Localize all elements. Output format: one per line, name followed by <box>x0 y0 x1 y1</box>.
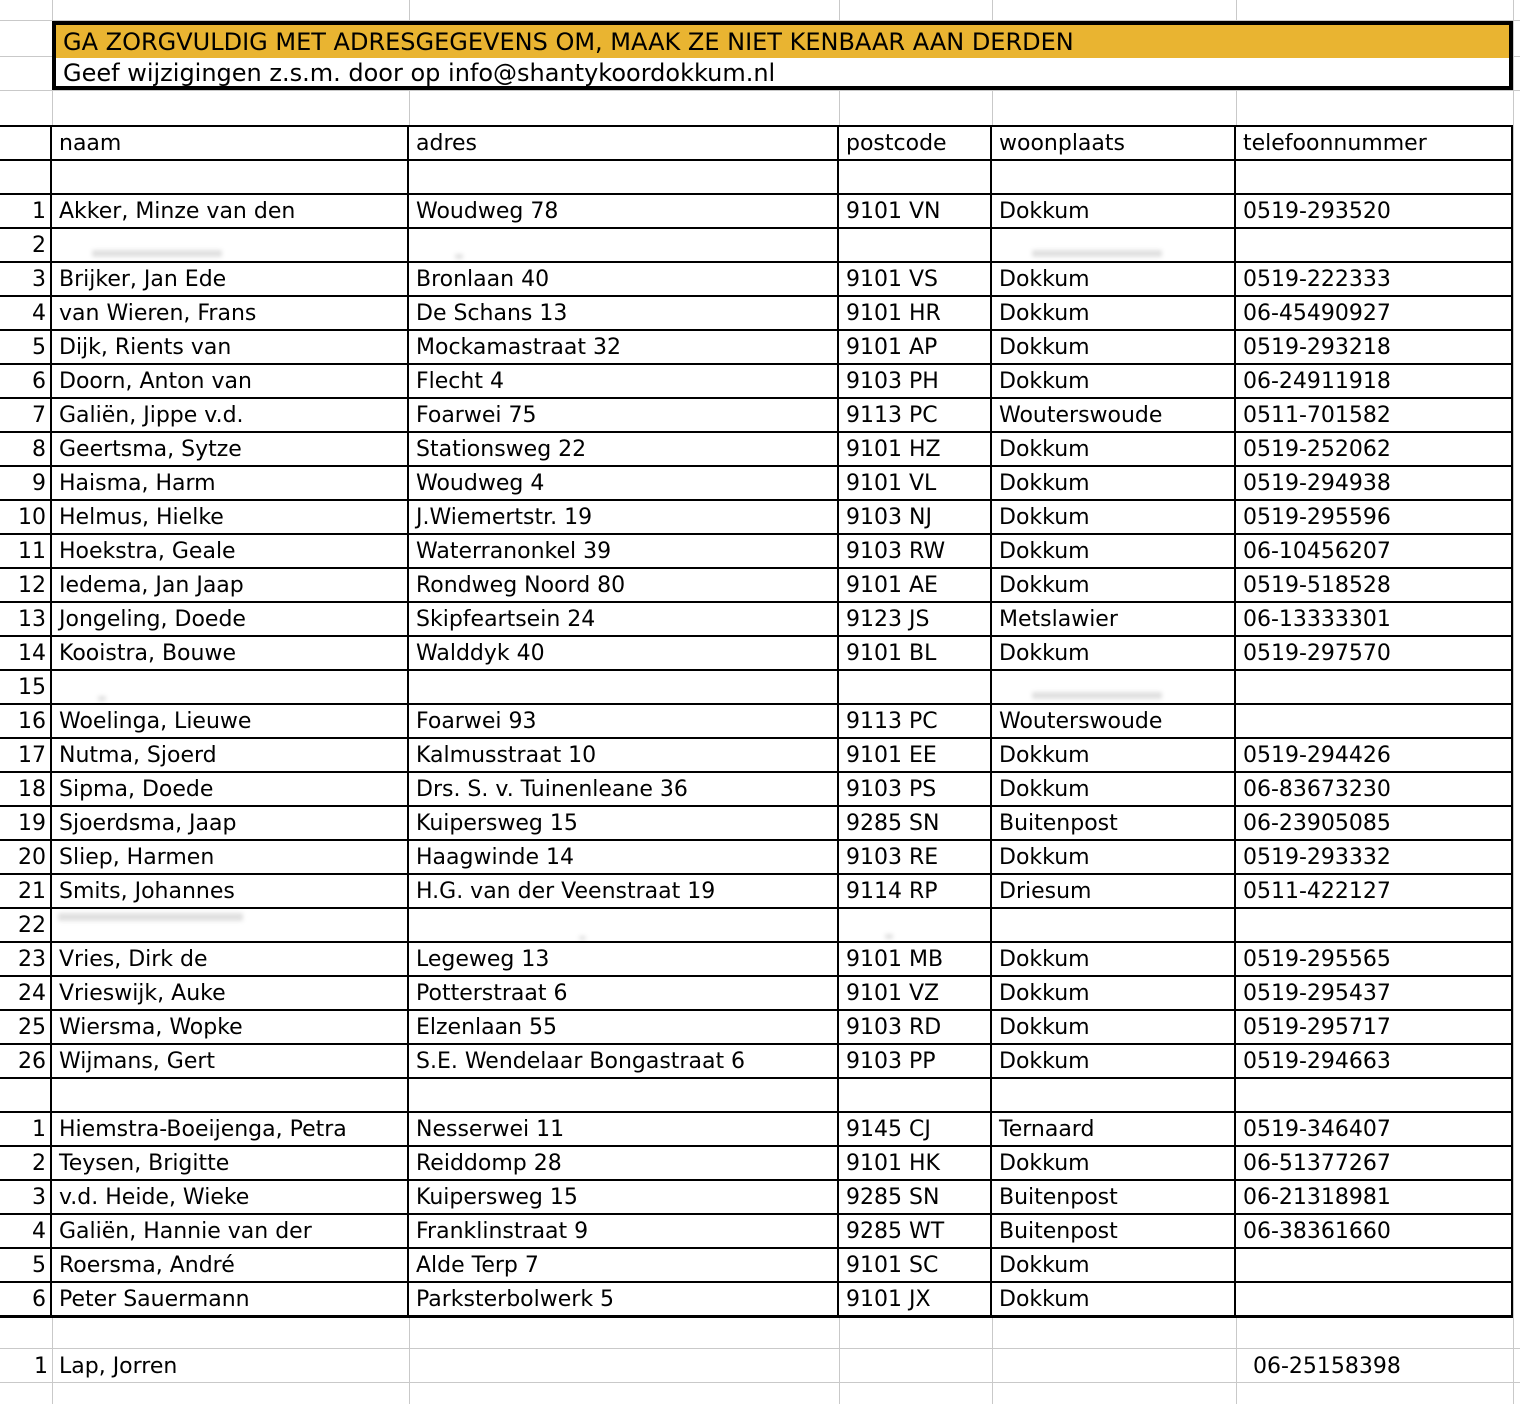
cell-adres[interactable]: Woudweg 4 <box>409 467 839 499</box>
cell-naam[interactable] <box>52 161 409 193</box>
cell-num[interactable]: 7 <box>0 399 52 431</box>
cell-num[interactable]: 21 <box>0 875 52 907</box>
cell-woonplaats[interactable] <box>992 1079 1236 1111</box>
cell-naam[interactable] <box>52 229 409 261</box>
cell-woonplaats[interactable]: Wouterswoude <box>992 705 1236 737</box>
cell-adres[interactable]: Foarwei 75 <box>409 399 839 431</box>
cell-postcode[interactable]: 9101 HK <box>839 1147 992 1179</box>
member-row <box>0 433 1513 467</box>
cell-num[interactable]: 10 <box>0 501 52 533</box>
cell-tel[interactable]: 0519-294938 <box>1236 467 1513 499</box>
cell-adres[interactable]: Kalmusstraat 10 <box>409 739 839 771</box>
extra-row-area <box>0 1349 1513 1383</box>
cell-tel[interactable]: 06-25158398 <box>1253 1353 1401 1379</box>
cell-naam[interactable]: Sipma, Doede <box>52 773 409 805</box>
member-row <box>0 263 1513 297</box>
member-row <box>0 875 1513 909</box>
member-row <box>0 229 1513 263</box>
cell-naam[interactable]: Haisma, Harm <box>52 467 409 499</box>
header-cell-tel[interactable]: telefoonnummer <box>1236 127 1513 159</box>
cell-adres[interactable]: Bronlaan 40 <box>409 263 839 295</box>
member-row <box>0 807 1513 841</box>
cell-tel[interactable]: 06-83673230 <box>1236 773 1513 805</box>
cell-naam[interactable]: v.d. Heide, Wieke <box>52 1181 409 1213</box>
cell-naam[interactable]: Kooistra, Bouwe <box>52 637 409 669</box>
cell-postcode[interactable]: 9101 AE <box>839 569 992 601</box>
cell-adres[interactable]: Stationsweg 22 <box>409 433 839 465</box>
cell-tel[interactable]: 0519-297570 <box>1236 637 1513 669</box>
cell-woonplaats[interactable]: Dokkum <box>992 365 1236 397</box>
member-row <box>0 603 1513 637</box>
cell-tel[interactable]: 0519-346407 <box>1236 1113 1513 1145</box>
cell-adres[interactable]: Woudweg 78 <box>409 195 839 227</box>
cell-tel[interactable]: 0519-294663 <box>1236 1045 1513 1077</box>
cell-tel[interactable] <box>1236 705 1513 737</box>
cell-tel[interactable]: 0519-252062 <box>1236 433 1513 465</box>
cell-naam[interactable]: Wiersma, Wopke <box>52 1011 409 1043</box>
cell-tel[interactable]: 06-24911918 <box>1236 365 1513 397</box>
redacted-smudge <box>455 254 463 259</box>
cell-postcode[interactable]: 9113 PC <box>839 705 992 737</box>
cell-adres[interactable]: Skipfeartsein 24 <box>409 603 839 635</box>
cell-num[interactable]: 1 <box>0 195 52 227</box>
notice-contact-text: Geef wijzigingen z.s.m. door op info@shantykoordokkum.nl <box>56 58 1509 86</box>
cell-num[interactable]: 18 <box>0 773 52 805</box>
cell-adres[interactable] <box>409 161 839 193</box>
cell-tel[interactable]: 0519-518528 <box>1236 569 1513 601</box>
member-row <box>0 297 1513 331</box>
cell-num[interactable]: 11 <box>0 535 52 567</box>
cell-tel[interactable]: 06-13333301 <box>1236 603 1513 635</box>
cell-woonplaats[interactable]: Dokkum <box>992 1011 1236 1043</box>
member-row <box>0 331 1513 365</box>
cell-num[interactable] <box>0 161 52 193</box>
cell-num[interactable]: 19 <box>0 807 52 839</box>
cell-woonplaats[interactable]: Metslawier <box>992 603 1236 635</box>
cell-postcode[interactable] <box>839 229 992 261</box>
cell-woonplaats[interactable] <box>992 229 1236 261</box>
cell-naam[interactable]: Jongeling, Doede <box>52 603 409 635</box>
cell-naam[interactable]: Wijmans, Gert <box>52 1045 409 1077</box>
cell-postcode[interactable]: 9103 PS <box>839 773 992 805</box>
member-row <box>0 1045 1513 1079</box>
cell-postcode[interactable]: 9114 RP <box>839 875 992 907</box>
cell-postcode[interactable]: 9285 SN <box>839 1181 992 1213</box>
cell-adres[interactable]: Walddyk 40 <box>409 637 839 669</box>
cell-adres[interactable]: H.G. van der Veenstraat 19 <box>409 875 839 907</box>
cell-postcode[interactable] <box>839 1349 992 1383</box>
spacer-row <box>0 161 1513 195</box>
cell-num[interactable]: 5 <box>0 1249 52 1281</box>
cell-naam[interactable]: Nutma, Sjoerd <box>52 739 409 771</box>
cell-num[interactable]: 14 <box>0 637 52 669</box>
cell-num[interactable]: 13 <box>0 603 52 635</box>
cell-tel[interactable]: 0519-293218 <box>1236 331 1513 363</box>
member-row <box>0 195 1513 229</box>
cell-woonplaats[interactable]: Buitenpost <box>992 807 1236 839</box>
address-table <box>0 125 1513 1318</box>
cell-adres[interactable]: Haagwinde 14 <box>409 841 839 873</box>
redacted-smudge <box>1032 250 1162 257</box>
cell-woonplaats[interactable]: Dokkum <box>992 467 1236 499</box>
cell-num[interactable]: 6 <box>0 1283 52 1315</box>
cell-tel[interactable]: 0519-293332 <box>1236 841 1513 873</box>
cell-adres[interactable]: Alde Terp 7 <box>409 1249 839 1281</box>
member-row <box>0 705 1513 739</box>
header-cell-naam[interactable]: naam <box>52 127 409 159</box>
cell-woonplaats[interactable]: Dokkum <box>992 1249 1236 1281</box>
cell-woonplaats[interactable]: Dokkum <box>992 433 1236 465</box>
redacted-smudge <box>579 936 586 940</box>
cell-naam[interactable]: Vries, Dirk de <box>52 943 409 975</box>
cell-num[interactable]: 12 <box>0 569 52 601</box>
cell-woonplaats[interactable]: Wouterswoude <box>992 399 1236 431</box>
cell-naam[interactable]: Galiën, Jippe v.d. <box>52 399 409 431</box>
cell-adres[interactable] <box>409 1079 839 1111</box>
cell-postcode[interactable]: 9103 RE <box>839 841 992 873</box>
cell-postcode[interactable]: 9101 VS <box>839 263 992 295</box>
cell-naam[interactable]: Brijker, Jan Ede <box>52 263 409 295</box>
notice-warning-text: GA ZORGVULDIG MET ADRESGEGEVENS OM, MAAK ZE NIET KENBAAR AAN DERDEN <box>56 25 1509 58</box>
cell-postcode[interactable] <box>839 909 992 941</box>
notice-box <box>52 21 1513 90</box>
cell-woonplaats[interactable]: Buitenpost <box>992 1181 1236 1213</box>
cell-adres[interactable]: De Schans 13 <box>409 297 839 329</box>
cell-adres[interactable]: Flecht 4 <box>409 365 839 397</box>
cell-naam[interactable]: Geertsma, Sytze <box>52 433 409 465</box>
member-row <box>0 1011 1513 1045</box>
member-row <box>0 535 1513 569</box>
cell-woonplaats[interactable]: Dokkum <box>992 739 1236 771</box>
cell-naam[interactable]: Iedema, Jan Jaap <box>52 569 409 601</box>
cell-naam[interactable]: Teysen, Brigitte <box>52 1147 409 1179</box>
cell-adres[interactable]: J.Wiemertstr. 19 <box>409 501 839 533</box>
cell-woonplaats[interactable]: Dokkum <box>992 943 1236 975</box>
header-cell-adres[interactable]: adres <box>409 127 839 159</box>
extra-row <box>0 1349 1513 1383</box>
cell-postcode[interactable]: 9123 JS <box>839 603 992 635</box>
member-row <box>0 501 1513 535</box>
guest-row <box>0 1147 1513 1181</box>
cell-postcode[interactable]: 9101 JX <box>839 1283 992 1315</box>
cell-tel[interactable]: 06-10456207 <box>1236 535 1513 567</box>
cell-adres[interactable]: Franklinstraat 9 <box>409 1215 839 1247</box>
cell-num[interactable]: 3 <box>0 263 52 295</box>
cell-adres[interactable]: Foarwei 93 <box>409 705 839 737</box>
cell-woonplaats[interactable] <box>992 1349 1236 1383</box>
cell-naam[interactable]: Helmus, Hielke <box>52 501 409 533</box>
cell-postcode[interactable]: 9103 NJ <box>839 501 992 533</box>
cell-postcode[interactable] <box>839 161 992 193</box>
cell-postcode[interactable]: 9101 EE <box>839 739 992 771</box>
cell-adres[interactable]: Nesserwei 11 <box>409 1113 839 1145</box>
cell-naam[interactable]: Hoekstra, Geale <box>52 535 409 567</box>
cell-num[interactable]: 2 <box>0 1147 52 1179</box>
cell-naam[interactable]: Galiën, Hannie van der <box>52 1215 409 1247</box>
cell-tel[interactable] <box>1236 161 1513 193</box>
cell-tel[interactable] <box>1236 229 1513 261</box>
cell-tel[interactable]: 0519-295717 <box>1236 1011 1513 1043</box>
cell-naam[interactable]: Hiemstra-Boeijenga, Petra <box>52 1113 409 1145</box>
cell-num[interactable]: 4 <box>0 1215 52 1247</box>
header-cell-postcode[interactable]: postcode <box>839 127 992 159</box>
cell-woonplaats[interactable]: Dokkum <box>992 773 1236 805</box>
cell-naam[interactable] <box>52 671 409 703</box>
guest-row <box>0 1283 1513 1318</box>
cell-tel[interactable] <box>1236 909 1513 941</box>
cell-tel[interactable]: 0519-222333 <box>1236 263 1513 295</box>
header-row <box>0 127 1513 161</box>
cell-adres[interactable]: Kuipersweg 15 <box>409 1181 839 1213</box>
cell-naam[interactable]: Roersma, André <box>52 1249 409 1281</box>
cell-postcode[interactable]: 9113 PC <box>839 399 992 431</box>
member-row <box>0 365 1513 399</box>
cell-adres[interactable]: Waterranonkel 39 <box>409 535 839 567</box>
cell-adres[interactable]: S.E. Wendelaar Bongastraat 6 <box>409 1045 839 1077</box>
cell-postcode[interactable]: 9103 RW <box>839 535 992 567</box>
cell-naam[interactable]: Peter Sauermann <box>52 1283 409 1315</box>
guest-row <box>0 1113 1513 1147</box>
cell-tel[interactable]: 0519-295596 <box>1236 501 1513 533</box>
member-row <box>0 739 1513 773</box>
guest-row <box>0 1215 1513 1249</box>
cell-tel[interactable]: 06-51377267 <box>1236 1147 1513 1179</box>
redacted-smudge <box>1032 692 1162 699</box>
cell-naam[interactable]: Sjoerdsma, Jaap <box>52 807 409 839</box>
cell-postcode[interactable] <box>839 1079 992 1111</box>
cell-woonplaats[interactable]: Driesum <box>992 875 1236 907</box>
cell-postcode[interactable]: 9101 VN <box>839 195 992 227</box>
cell-tel[interactable] <box>1236 671 1513 703</box>
cell-tel[interactable] <box>1236 1249 1513 1281</box>
cell-postcode[interactable]: 9101 MB <box>839 943 992 975</box>
cell-adres[interactable] <box>409 1349 839 1383</box>
cell-num[interactable]: 17 <box>0 739 52 771</box>
cell-num[interactable]: 2 <box>0 229 52 261</box>
cell-num[interactable]: 4 <box>0 297 52 329</box>
cell-postcode[interactable]: 9285 SN <box>839 807 992 839</box>
guest-row <box>0 1181 1513 1215</box>
cell-tel[interactable]: 0519-295437 <box>1236 977 1513 1009</box>
cell-num[interactable]: 26 <box>0 1045 52 1077</box>
cell-postcode[interactable]: 9101 AP <box>839 331 992 363</box>
cell-naam[interactable]: Woelinga, Lieuwe <box>52 705 409 737</box>
cell-naam[interactable]: Smits, Johannes <box>52 875 409 907</box>
cell-naam[interactable]: Akker, Minze van den <box>52 195 409 227</box>
redacted-smudge <box>92 250 222 257</box>
cell-woonplaats[interactable]: Dokkum <box>992 263 1236 295</box>
cell-num[interactable]: 23 <box>0 943 52 975</box>
cell-adres[interactable] <box>409 909 839 941</box>
cell-postcode[interactable]: 9145 CJ <box>839 1113 992 1145</box>
cell-naam[interactable] <box>52 1079 409 1111</box>
cell-naam[interactable]: Dijk, Rients van <box>52 331 409 363</box>
cell-woonplaats[interactable]: Dokkum <box>992 1147 1236 1179</box>
member-row <box>0 569 1513 603</box>
cell-tel[interactable]: 0519-293520 <box>1236 195 1513 227</box>
guest-row <box>0 1249 1513 1283</box>
cell-tel[interactable]: 0511-422127 <box>1236 875 1513 907</box>
cell-adres[interactable] <box>409 229 839 261</box>
header-cell-woonplaats[interactable]: woonplaats <box>992 127 1236 159</box>
redacted-smudge <box>885 934 893 939</box>
cell-num[interactable] <box>0 1079 52 1111</box>
member-row <box>0 841 1513 875</box>
cell-adres[interactable]: Drs. S. v. Tuinenleane 36 <box>409 773 839 805</box>
cell-tel[interactable]: 06-45490927 <box>1236 297 1513 329</box>
cell-tel[interactable]: 0519-295565 <box>1236 943 1513 975</box>
cell-num[interactable]: 20 <box>0 841 52 873</box>
cell-postcode[interactable]: 9101 BL <box>839 637 992 669</box>
cell-adres[interactable] <box>409 671 839 703</box>
cell-adres[interactable]: Reiddomp 28 <box>409 1147 839 1179</box>
cell-woonplaats[interactable] <box>992 671 1236 703</box>
cell-tel[interactable]: 0511-701582 <box>1236 399 1513 431</box>
cell-woonplaats[interactable]: Dokkum <box>992 1045 1236 1077</box>
cell-tel[interactable]: 06-23905085 <box>1236 807 1513 839</box>
member-row <box>0 467 1513 501</box>
cell-naam[interactable]: Doorn, Anton van <box>52 365 409 397</box>
cell-adres[interactable]: Potterstraat 6 <box>409 977 839 1009</box>
member-row <box>0 909 1513 943</box>
cell-woonplaats[interactable]: Dokkum <box>992 569 1236 601</box>
cell-adres[interactable]: Rondweg Noord 80 <box>409 569 839 601</box>
cell-postcode[interactable]: 9103 RD <box>839 1011 992 1043</box>
cell-woonplaats[interactable]: Dokkum <box>992 195 1236 227</box>
cell-num[interactable]: 1 <box>34 1353 48 1379</box>
member-row <box>0 399 1513 433</box>
spacer-row <box>0 1079 1513 1113</box>
cell-postcode[interactable]: 9103 PH <box>839 365 992 397</box>
cell-tel[interactable] <box>1236 1283 1513 1315</box>
cell-woonplaats[interactable]: Dokkum <box>992 331 1236 363</box>
cell-num[interactable]: 6 <box>0 365 52 397</box>
cell-woonplaats[interactable]: Dokkum <box>992 841 1236 873</box>
cell-num[interactable]: 24 <box>0 977 52 1009</box>
cell-num[interactable]: 9 <box>0 467 52 499</box>
cell-adres[interactable]: Parksterbolwerk 5 <box>409 1283 839 1315</box>
cell-postcode[interactable]: 9285 WT <box>839 1215 992 1247</box>
cell-num[interactable]: 25 <box>0 1011 52 1043</box>
cell-naam[interactable]: Sliep, Harmen <box>52 841 409 873</box>
cell-num[interactable]: 3 <box>0 1181 52 1213</box>
cell-woonplaats[interactable]: Buitenpost <box>992 1215 1236 1247</box>
cell-postcode[interactable]: 9101 HR <box>839 297 992 329</box>
cell-woonplaats[interactable]: Dokkum <box>992 1283 1236 1315</box>
cell-tel[interactable]: 0519-294426 <box>1236 739 1513 771</box>
cell-postcode[interactable]: 9101 VL <box>839 467 992 499</box>
cell-num[interactable]: 1 <box>0 1113 52 1145</box>
member-row <box>0 637 1513 671</box>
cell-num[interactable]: 22 <box>0 909 52 941</box>
cell-woonplaats[interactable]: Dokkum <box>992 637 1236 669</box>
cell-postcode[interactable]: 9101 SC <box>839 1249 992 1281</box>
cell-woonplaats[interactable]: Dokkum <box>992 297 1236 329</box>
cell-woonplaats[interactable]: Ternaard <box>992 1113 1236 1145</box>
cell-naam[interactable]: van Wieren, Frans <box>52 297 409 329</box>
cell-naam[interactable]: Vrieswijk, Auke <box>52 977 409 1009</box>
cell-woonplaats[interactable] <box>992 161 1236 193</box>
cell-postcode[interactable]: 9101 VZ <box>839 977 992 1009</box>
cell-adres[interactable]: Elzenlaan 55 <box>409 1011 839 1043</box>
member-row <box>0 773 1513 807</box>
cell-woonplaats[interactable]: Dokkum <box>992 977 1236 1009</box>
gridline-horizontal <box>0 90 1520 91</box>
cell-woonplaats[interactable]: Dokkum <box>992 535 1236 567</box>
cell-tel[interactable]: 06-38361660 <box>1236 1215 1513 1247</box>
cell-adres[interactable]: Mockamastraat 32 <box>409 331 839 363</box>
redacted-smudge <box>98 696 106 701</box>
cell-woonplaats[interactable]: Dokkum <box>992 501 1236 533</box>
cell-num[interactable]: 5 <box>0 331 52 363</box>
cell-tel[interactable]: 06-21318981 <box>1236 1181 1513 1213</box>
cell-num[interactable]: 16 <box>0 705 52 737</box>
cell-woonplaats[interactable] <box>992 909 1236 941</box>
member-row <box>0 671 1513 705</box>
redacted-smudge <box>58 913 243 921</box>
member-row <box>0 977 1513 1011</box>
cell-postcode[interactable]: 9101 HZ <box>839 433 992 465</box>
cell-naam[interactable]: Lap, Jorren <box>59 1353 178 1379</box>
cell-adres[interactable]: Legeweg 13 <box>409 943 839 975</box>
header-cell-num[interactable] <box>0 127 52 159</box>
cell-tel[interactable] <box>1236 1079 1513 1111</box>
cell-adres[interactable]: Kuipersweg 15 <box>409 807 839 839</box>
gridline-vertical <box>1513 0 1514 1404</box>
member-row <box>0 943 1513 977</box>
cell-num[interactable]: 15 <box>0 671 52 703</box>
cell-postcode[interactable]: 9103 PP <box>839 1045 992 1077</box>
cell-naam[interactable] <box>52 909 409 941</box>
cell-postcode[interactable] <box>839 671 992 703</box>
cell-num[interactable]: 8 <box>0 433 52 465</box>
